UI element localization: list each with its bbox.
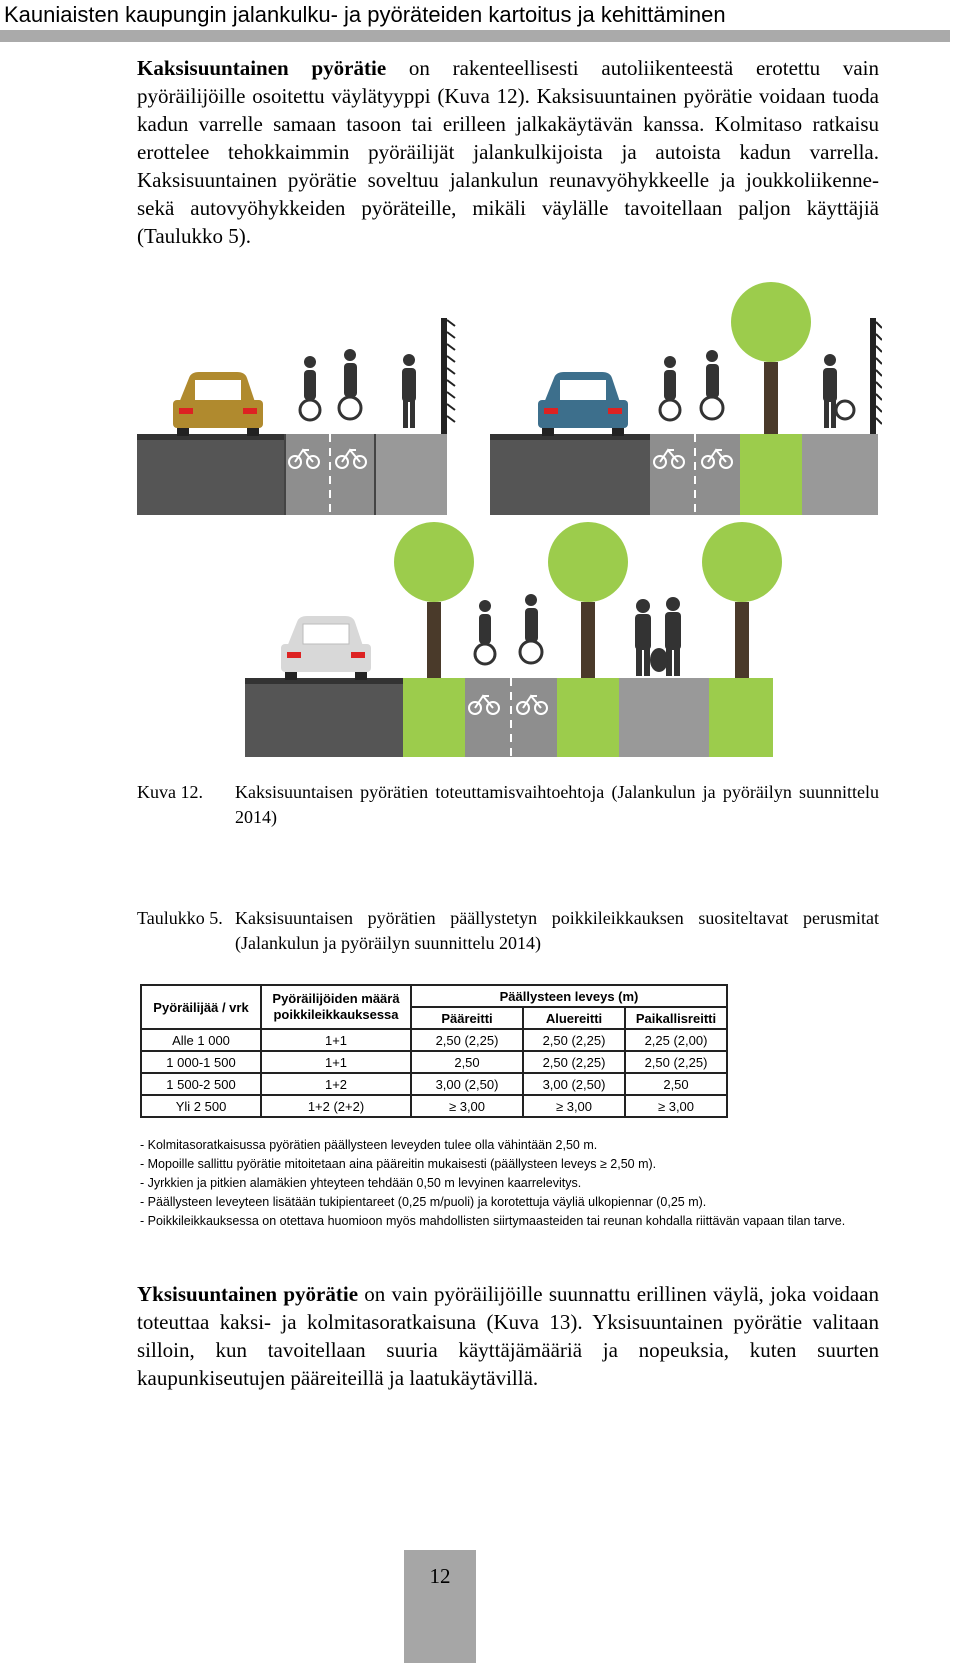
road-surface	[137, 434, 447, 515]
table-cell: 2,50 (2,25)	[411, 1029, 523, 1051]
cyclist-icon	[300, 349, 361, 420]
table-cell: 2,50	[625, 1073, 727, 1095]
paragraph-one-way-cycle-path	[137, 1280, 879, 1392]
table-row	[141, 1073, 727, 1095]
table-label: Taulukko 5.	[137, 908, 223, 928]
table-cell: 2,50	[411, 1051, 523, 1073]
table-cell: ≥ 3,00	[625, 1095, 727, 1117]
pedestrian-with-bicycle-icon	[823, 354, 854, 428]
car-icon	[281, 616, 371, 680]
term-bold: Kaksisuuntainen pyörätie	[137, 56, 387, 80]
header-bar	[0, 30, 950, 42]
table-header-area-route: Aluereitti	[523, 1007, 625, 1029]
pedestrian-icon	[402, 354, 416, 428]
table-cell: Alle 1 000	[141, 1029, 261, 1051]
table-cell: 1+1	[261, 1029, 411, 1051]
table-cell: 1+2 (2+2)	[261, 1095, 411, 1117]
table-note: - Jyrkkien ja pitkien alamäkien yhteyteen tehdään 0,50 m levyinen kaarrelevitys.	[140, 1176, 582, 1190]
tree-icon	[548, 522, 628, 678]
figure-label: Kuva 12.	[137, 782, 203, 802]
cyclist-icon	[660, 350, 723, 420]
dimensions-table	[140, 984, 728, 1118]
paragraph-text: on vain pyöräilijöille suunnattu erillinen väylä, joka voidaan toteuttaa kaksi- ja kolmitasoratkaisuna (Kuva 13). Yksisuuntainen pyörätie valitaan silloin, kun tavoitellaan suuria käyttäjämääriä ja nopeuksia, kuten suurten kaupunkiseutujen pääreiteillä ja laatukäytävillä.	[137, 1282, 880, 1390]
table-header-local-route: Paikallisreitti	[625, 1007, 727, 1029]
table-cell: 3,00 (2,50)	[523, 1073, 625, 1095]
table-cell: 1+2	[261, 1073, 411, 1095]
table-cell: 2,50 (2,25)	[523, 1029, 625, 1051]
table-cell: Yli 2 500	[141, 1095, 261, 1117]
table-note: - Poikkileikkauksessa on otettava huomioon myös mahdollisten siirtymaasteiden tai reunan kohdalla riittävän vapaan tilan tarve.	[140, 1214, 846, 1228]
table-cell: 2,25 (2,00)	[625, 1029, 727, 1051]
term-bold: Yksisuuntainen pyörätie	[137, 1282, 359, 1306]
table-row	[141, 1051, 727, 1073]
cross-section-illustration-3	[245, 520, 785, 757]
table-row	[141, 1029, 727, 1051]
car-icon	[173, 372, 263, 436]
table-caption	[137, 906, 879, 958]
table-note: - Mopoille sallittu pyörätie mitoitetaan aina pääreitin mukaisesti (päällysteen leveys ≥ 2,50 m).	[140, 1157, 657, 1171]
tree-icon	[702, 522, 782, 678]
table-row	[141, 1095, 727, 1117]
table-cell: 2,50 (2,25)	[625, 1051, 727, 1073]
table-note: - Kolmitasoratkaisussa pyörätien päällysteen leveyden tulee olla vähintään 2,50 m.	[140, 1138, 598, 1152]
table-cell: 3,00 (2,50)	[411, 1073, 523, 1095]
table-caption-text: Kaksisuuntaisen pyörätien päällystetyn poikkileikkauksen suositeltavat perusmitat (Jalankulun ja pyöräilyn suunnittelu 2014)	[235, 908, 879, 953]
pedestrian-icon	[635, 597, 681, 676]
table-cell: 2,50 (2,25)	[523, 1051, 625, 1073]
table-notes	[140, 1136, 845, 1231]
car-icon	[538, 372, 628, 436]
table-cell: ≥ 3,00	[523, 1095, 625, 1117]
cyclist-icon	[475, 594, 542, 664]
table-cell: 1+1	[261, 1051, 411, 1073]
wall-icon	[870, 318, 882, 434]
table-cell: 1 000-1 500	[141, 1051, 261, 1073]
cross-section-illustration-2	[490, 282, 882, 515]
table-header-cyclists-in-section: Pyöräilijöiden määrä poikkileikkauksessa	[261, 985, 411, 1029]
table-header-main-route: Pääreitti	[411, 1007, 523, 1029]
page-number: 12	[404, 1550, 476, 1663]
table-header-cyclists-per-day: Pyöräilijää / vrk	[141, 985, 261, 1029]
table-cell: ≥ 3,00	[411, 1095, 523, 1117]
tree-icon	[394, 522, 474, 678]
table-header-pavement-width: Päällysteen leveys (m)	[411, 985, 727, 1007]
table-cell: 1 500-2 500	[141, 1073, 261, 1095]
cross-section-illustration-1	[137, 300, 457, 515]
paragraph-text: on rakenteellisesti autoliikenteestä erotettu vain pyöräilijöille osoitettu väylätyyppi (Kuva 12). Kaksisuuntainen pyörätie voidaan tuoda kadun varrelle samaan tasoon tai erilleen jalkakäytävän kanssa. Kolmitaso ratkaisu erottelee tehokkaimmin pyöräilijät jalankulkijoista ja autoista kadun varrella. Kaksisuuntainen pyörätie soveltuu jalankulun reunavyöhykkeelle ja joukkoliikenne- sekä autovyöhykkeiden pyöräteille, mikäli väylälle tavoitellaan paljon käyttäjiä (Taulukko 5).	[137, 56, 879, 248]
header-title: Kauniaisten kaupungin jalankulku- ja pyöräteiden kartoitus ja kehittäminen	[4, 2, 726, 27]
paragraph-two-way-cycle-path	[137, 54, 879, 250]
table-note: - Päällysteen leveyteen lisätään tukipientareet (0,25 m/puoli) ja korotettuja väyliä ulkopiennar (0,25 m).	[140, 1195, 707, 1209]
road-surface	[490, 434, 878, 515]
wall-icon	[441, 318, 455, 434]
figure-caption	[137, 780, 879, 832]
tree-icon	[731, 282, 811, 434]
figure-caption-text: Kaksisuuntaisen pyörätien toteuttamisvaihtoehtoja (Jalankulun ja pyöräilyn suunnittelu 2014)	[235, 782, 879, 827]
road-surface	[245, 678, 773, 757]
running-header	[0, 0, 950, 42]
